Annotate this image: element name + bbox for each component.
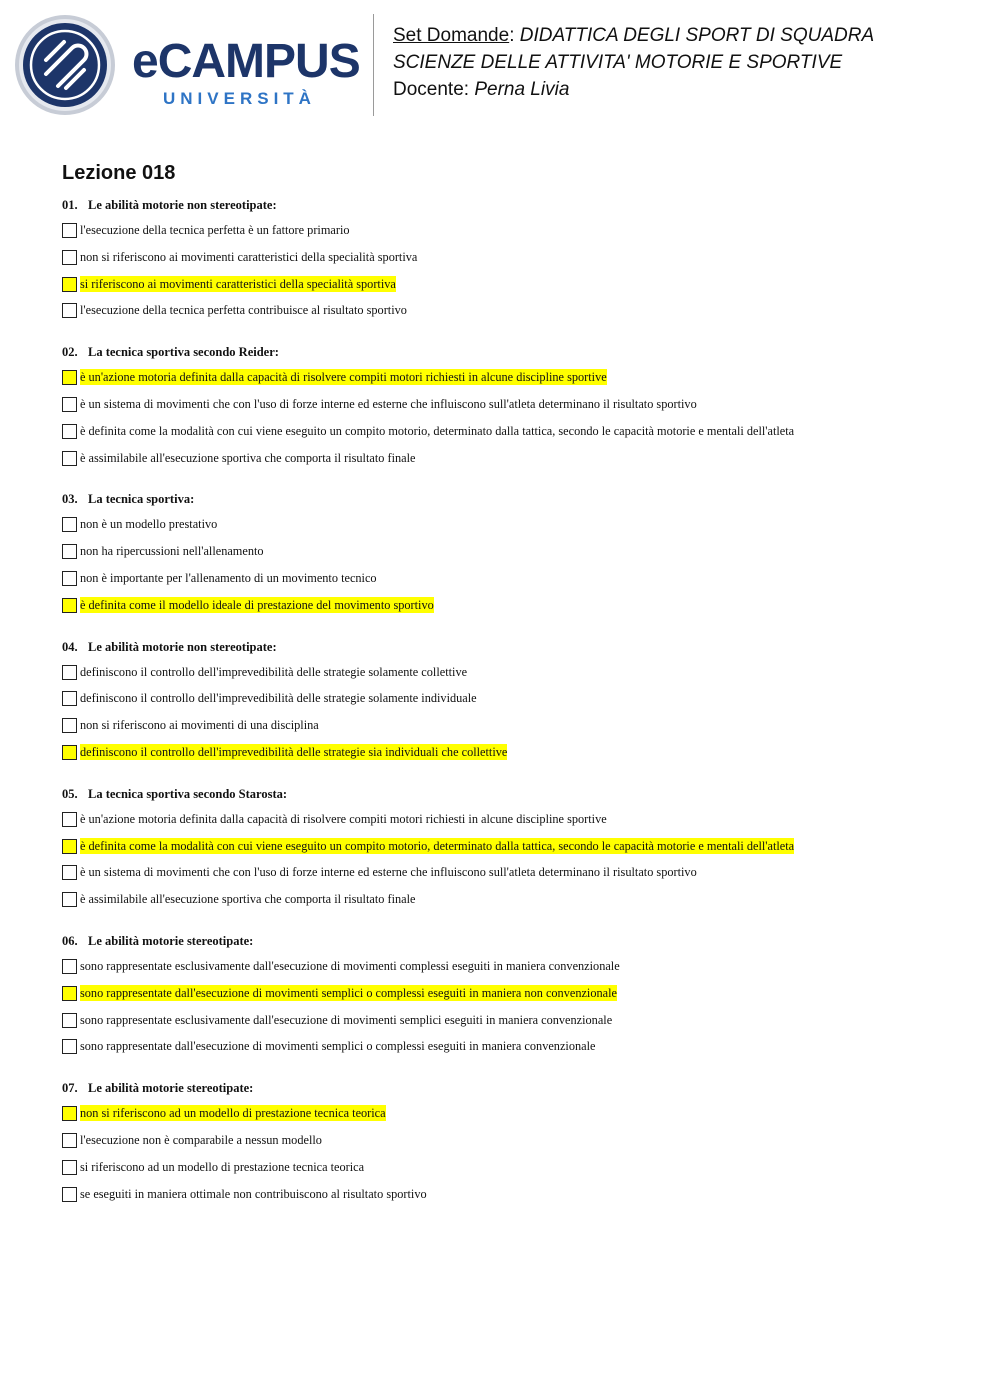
answer-text: l'esecuzione della tecnica perfetta è un fattore primario: [80, 223, 350, 237]
answer-option[interactable]: [62, 864, 962, 891]
checkbox[interactable]: [62, 959, 77, 974]
answer-option[interactable]: [62, 1012, 962, 1039]
answer-option-correct[interactable]: [62, 838, 962, 865]
checkbox[interactable]: [62, 303, 77, 318]
answer-text: l'esecuzione della tecnica perfetta contribuisce al risultato sportivo: [80, 303, 407, 318]
checkbox[interactable]: [62, 544, 77, 559]
answer-text: sono rappresentate esclusivamente dall'esecuzione di movimenti complessi eseguiti in maniera convenzionale: [80, 958, 620, 973]
answer-option-correct[interactable]: [62, 276, 962, 303]
answer-option[interactable]: [62, 396, 962, 423]
question-block: [62, 490, 962, 623]
header-info: [393, 22, 874, 103]
answer-option[interactable]: [62, 891, 962, 918]
checkbox[interactable]: [62, 665, 77, 680]
checkbox[interactable]: [62, 451, 77, 466]
question-text: Le abilità motorie non stereotipate:: [88, 639, 277, 654]
question-block: [62, 785, 962, 918]
question-text: La tecnica sportiva:: [88, 492, 195, 507]
answer-text: definiscono il controllo dell'imprevedibilità delle strategie solamente individuale: [80, 691, 477, 706]
question-block: [62, 1079, 962, 1212]
answer-text: è definita come il modello ideale di prestazione del movimento sportivo: [80, 597, 434, 612]
answer-text: è definita come la modalità con cui viene eseguito un compito motorio, determinato dalla tattica, secondo le capacità motorie e mentali dell'atleta: [80, 423, 795, 438]
answer-text: si riferiscono ad un modello di prestazione tecnica teorica: [80, 1159, 365, 1174]
question-block: [62, 196, 962, 329]
question-text: La tecnica sportiva secondo Starosta:: [88, 786, 288, 801]
answer-text: sono rappresentate esclusivamente dall'esecuzione di movimenti semplici eseguiti in maniera convenzionale: [80, 1012, 613, 1027]
checkbox[interactable]: [62, 1013, 77, 1028]
answer-text: l'esecuzione non è comparabile a nessun modello: [80, 1132, 322, 1147]
checkbox[interactable]: [62, 1160, 77, 1175]
answer-option[interactable]: [62, 222, 962, 249]
checkbox[interactable]: [62, 517, 77, 532]
logo-subtitle: UNIVERSITÀ: [163, 89, 316, 108]
answer-option[interactable]: [62, 664, 962, 691]
answer-option[interactable]: [62, 570, 962, 597]
answer-text: se eseguiti in maniera ottimale non contribuiscono al risultato sportivo: [80, 1186, 427, 1201]
answer-text: si riferiscono ai movimenti caratteristici della specialità sportiva: [80, 276, 396, 291]
checkbox[interactable]: [62, 397, 77, 412]
question-title: [62, 490, 962, 508]
checkbox[interactable]: [62, 571, 77, 586]
docente-label: Docente:: [393, 79, 470, 100]
answer-text: non ha ripercussioni nell'allenamento: [80, 544, 264, 559]
answer-option[interactable]: [62, 690, 962, 717]
question-number: 03.: [62, 492, 78, 507]
answer-option[interactable]: [62, 958, 962, 985]
answer-text: è un sistema di movimenti che con l'uso di forze interne ed esterne che influiscono sull'atleta determinano il risultato sportivo: [80, 865, 697, 880]
checkbox[interactable]: [62, 718, 77, 733]
answer-option-correct[interactable]: [62, 744, 962, 771]
set-value: DIDATTICA DEGLI SPORT DI SQUADRA: [519, 25, 875, 46]
checkbox[interactable]: [62, 986, 77, 1001]
answer-option-correct[interactable]: [62, 985, 962, 1012]
question-number: 07.: [62, 1081, 78, 1096]
checkbox[interactable]: [62, 1187, 77, 1202]
answer-option[interactable]: [62, 1186, 962, 1213]
answer-text: è definita come la modalità con cui viene eseguito un compito motorio, determinato dalla tattica, secondo le capacità motorie e mentali dell'atleta: [80, 838, 795, 853]
question-title: [62, 1079, 962, 1097]
answer-option[interactable]: [62, 516, 962, 543]
checkbox[interactable]: [62, 691, 77, 706]
checkbox[interactable]: [62, 839, 77, 854]
checkbox[interactable]: [62, 892, 77, 907]
checkbox[interactable]: [62, 598, 77, 613]
question-number: 05.: [62, 786, 78, 801]
question-block: [62, 343, 962, 476]
answer-option-correct[interactable]: [62, 369, 962, 396]
answer-text: non si riferiscono ai movimenti di una disciplina: [80, 718, 319, 733]
answer-text: non è un modello prestativo: [80, 517, 218, 532]
header-divider: [373, 14, 374, 116]
answer-text: è assimilabile all'esecuzione sportiva che comporta il risultato finale: [80, 450, 416, 465]
answer-option[interactable]: [62, 302, 962, 329]
answer-text: non è importante per l'allenamento di un movimento tecnico: [80, 570, 377, 585]
answer-option[interactable]: [62, 249, 962, 276]
set-line: Set Domande: DIDATTICA DEGLI SPORT DI SQUADRA: [393, 25, 875, 46]
answer-text: definiscono il controllo dell'imprevedibilità delle strategie solamente collettive: [80, 664, 468, 679]
page-header: [0, 0, 1000, 130]
question-title: [62, 638, 962, 656]
answer-text: è assimilabile all'esecuzione sportiva che comporta il risultato finale: [80, 892, 416, 907]
answer-text: è un'azione motoria definita dalla capacità di risolvere compiti motori richiesti in alcune discipline sportive: [80, 370, 607, 385]
question-number: 02.: [62, 345, 78, 360]
question-block: [62, 638, 962, 771]
answer-option[interactable]: [62, 423, 962, 450]
answer-text: è un'azione motoria definita dalla capacità di risolvere compiti motori richiesti in alcune discipline sportive: [80, 811, 607, 826]
question-title: [62, 932, 962, 950]
question-text: Le abilità motorie non stereotipate:: [88, 198, 277, 212]
docente-value: Perna Livia: [474, 79, 570, 100]
question-title: [62, 785, 962, 803]
checkbox[interactable]: [62, 745, 77, 760]
answer-option[interactable]: [62, 1038, 962, 1065]
question-number: 06.: [62, 933, 78, 948]
checkbox[interactable]: [62, 1039, 77, 1054]
answer-option[interactable]: [62, 1132, 962, 1159]
question-block: [62, 932, 962, 1065]
answer-option[interactable]: [62, 450, 962, 477]
question-text: Le abilità motorie stereotipate:: [88, 933, 254, 948]
answer-text: sono rappresentate dall'esecuzione di movimenti semplici o complessi eseguiti in maniera non convenzionale: [80, 985, 617, 1000]
question-number: 04.: [62, 639, 78, 654]
checkbox[interactable]: [62, 1133, 77, 1148]
checkbox[interactable]: [62, 424, 77, 439]
question-list: [62, 196, 962, 1226]
answer-option[interactable]: [62, 811, 962, 838]
answer-option-correct[interactable]: [62, 597, 962, 624]
checkbox[interactable]: [62, 1106, 77, 1121]
answer-text: non si riferiscono ai movimenti caratteristici della specialità sportiva: [80, 249, 418, 264]
answer-text: non si riferiscono ad un modello di prestazione tecnica teorica: [80, 1106, 386, 1121]
checkbox[interactable]: [62, 865, 77, 880]
checkbox[interactable]: [62, 250, 77, 265]
checkbox[interactable]: [62, 277, 77, 292]
question-number: 01.: [62, 198, 78, 212]
question-text: La tecnica sportiva secondo Reider:: [88, 345, 279, 360]
question-title: [62, 343, 962, 361]
answer-option-correct[interactable]: [62, 1105, 962, 1132]
course-line: [393, 49, 874, 76]
course-name: SCIENZE DELLE ATTIVITA' MOTORIE E SPORTIVE: [393, 52, 843, 73]
answer-text: definiscono il controllo dell'imprevedibilità delle strategie sia individuali che collettive: [80, 744, 508, 759]
docente-line: [393, 76, 874, 103]
answer-text: è un sistema di movimenti che con l'uso di forze interne ed esterne che influiscono sull'atleta determinano il risultato sportivo: [80, 396, 697, 411]
answer-option[interactable]: [62, 1159, 962, 1186]
answer-option[interactable]: [62, 717, 962, 744]
logo-wordmark: eCAMPUS: [132, 35, 360, 88]
checkbox[interactable]: [62, 812, 77, 827]
lesson-title: Lezione 018: [62, 162, 176, 184]
answer-option[interactable]: [62, 543, 962, 570]
set-label: Set Domande: [393, 25, 510, 46]
question-text: Le abilità motorie stereotipate:: [88, 1081, 254, 1096]
answer-text: sono rappresentate dall'esecuzione di movimenti semplici o complessi eseguiti in maniera convenzionale: [80, 1039, 596, 1054]
question-title: [62, 196, 962, 214]
university-emblem-icon: [14, 14, 116, 116]
checkbox[interactable]: [62, 223, 77, 238]
checkbox[interactable]: [62, 370, 77, 385]
